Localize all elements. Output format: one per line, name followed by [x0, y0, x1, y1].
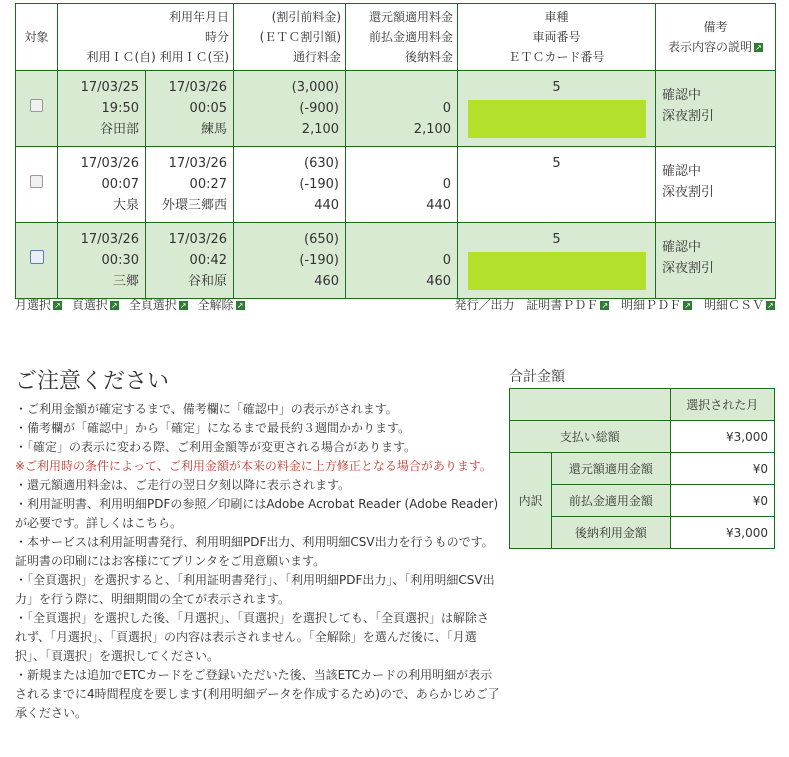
- header-fee: [234, 4, 346, 71]
- notice-item: ・新規または追加でETCカードをご登録いただいた後、当該ETCカードの利用明細が表示されるまでに4時間程度を要します(利用明細データを作成するため)ので、あらかじめご了承ください。: [15, 668, 500, 720]
- header-refund-line2: 前払金適用料金: [369, 30, 454, 44]
- header-date-line1: 利用年月日: [169, 10, 230, 24]
- detail-pdf-link[interactable]: [621, 298, 692, 312]
- deferred-value: ¥3,000: [670, 517, 774, 549]
- date-to: 17/03/26: [168, 156, 228, 171]
- total-header-row: [510, 389, 775, 421]
- selected-month-header: 選択された月: [670, 389, 774, 421]
- header-vehicle-line3: ＥＴＣカード番号: [508, 50, 605, 64]
- etc-discount: (-190): [299, 177, 340, 192]
- external-link-icon: ↗: [601, 301, 609, 310]
- external-link-icon: ↗: [755, 43, 762, 52]
- from-cell: [58, 147, 146, 223]
- vehicle-cell: [458, 147, 656, 223]
- header-refund: [346, 4, 458, 71]
- discount-type: 深夜割引: [662, 109, 715, 124]
- breakdown-label: 内訳: [510, 453, 552, 549]
- fee-before-discount: (630): [304, 156, 340, 171]
- output-links: [454, 297, 775, 313]
- detail-pdf-label: 明細ＰＤＦ: [621, 298, 682, 312]
- select-month-label: 月選択: [15, 298, 52, 312]
- table-row: [16, 147, 776, 223]
- total-header-blank: [510, 389, 671, 421]
- card-number-redaction: [468, 100, 646, 138]
- total-table: [509, 388, 775, 549]
- refund-fee: 0: [442, 253, 452, 268]
- fee-cell: [234, 147, 346, 223]
- remarks-help-link-label: 表示内容の説明: [668, 40, 753, 54]
- notice-title: ご注意ください: [15, 369, 170, 394]
- to-cell: [146, 223, 234, 299]
- time-from: 00:07: [101, 177, 139, 192]
- date-from: 17/03/26: [80, 232, 139, 247]
- usage-table: [15, 3, 776, 299]
- row-checkbox[interactable]: [30, 250, 44, 264]
- clear-all-link[interactable]: [198, 298, 245, 312]
- etc-discount: (-900): [299, 101, 340, 116]
- notice-list: [15, 400, 500, 723]
- status-text: 確認中: [662, 88, 702, 103]
- to-cell: [146, 71, 234, 147]
- notice-item: ・還元額適用料金は、ご走行の翌日夕刻以降に表示されます。: [15, 478, 351, 492]
- time-to: 00:42: [189, 253, 228, 268]
- total-title: 合計金額: [509, 369, 565, 385]
- refund-label: 還元額適用金額: [552, 453, 670, 485]
- header-date: [58, 4, 234, 71]
- row-select-cell: [16, 223, 58, 299]
- fee-before-discount: (650): [304, 232, 340, 247]
- select-page-link[interactable]: [72, 298, 119, 312]
- certificate-pdf-link[interactable]: [526, 298, 609, 312]
- fee-cell: [234, 71, 346, 147]
- refund-fee: 0: [442, 177, 452, 192]
- ic-to: 谷和原: [188, 274, 228, 289]
- remarks-cell: [656, 147, 776, 223]
- remarks-cell: [656, 71, 776, 147]
- header-ic-from: 利用ＩＣ(自): [86, 50, 156, 64]
- detail-csv-link[interactable]: [704, 298, 775, 312]
- refund-row: [510, 453, 775, 485]
- etc-discount: (-190): [299, 253, 340, 268]
- deferred-fee: 460: [426, 274, 452, 289]
- notice-item: ・本サービスは利用証明書発行、利用明細PDF出力、利用明細CSV出力を行うものです。証明書の印刷にはお客様にてプリンタをご用意願います。: [15, 535, 494, 568]
- external-link-icon: ↗: [236, 301, 244, 310]
- select-page-label: 頁選択: [71, 298, 108, 312]
- total-label: 支払い総額: [510, 421, 671, 453]
- row-select-cell: [16, 147, 58, 223]
- header-vehicle-line2: 車両番号: [532, 30, 581, 44]
- external-link-icon: ↗: [54, 301, 61, 310]
- header-vehicle-line1: 車種: [544, 10, 569, 24]
- certificate-pdf-label: 証明書ＰＤＦ: [526, 298, 599, 312]
- header-fee-line1: (割引前料金): [271, 10, 342, 24]
- discount-type: 深夜割引: [662, 261, 715, 276]
- notice-warning: ※ご利用時の条件によって、ご利用金額が本来の料金に上方修正となる場合があります。: [15, 459, 492, 473]
- ic-from: 大泉: [112, 198, 139, 213]
- deferred-fee: 2,100: [413, 122, 452, 137]
- external-link-icon: ↗: [767, 301, 774, 310]
- ic-to: 練馬: [201, 122, 228, 137]
- notice-item: ・「確定」の表示に変わる際、ご利用金額等が変更される場合があります。: [15, 440, 417, 454]
- toll-fee: 2,100: [301, 122, 340, 137]
- time-to: 00:05: [189, 101, 228, 116]
- header-row: [16, 4, 776, 71]
- vehicle-cell: [458, 223, 656, 299]
- header-fee-line3: 通行料金: [293, 50, 342, 64]
- header-date-line2: 時分: [205, 30, 230, 44]
- refund-cell: [346, 147, 458, 223]
- refund-fee: 0: [442, 101, 452, 116]
- date-from: 17/03/26: [80, 156, 139, 171]
- deferred-label: 後納利用金額: [552, 517, 670, 549]
- select-all-pages-link[interactable]: [129, 298, 188, 312]
- fee-cell: [234, 223, 346, 299]
- toll-fee: 440: [314, 198, 340, 213]
- notice-item: ・「全頁選択」を選択した後、「月選択」、「頁選択」を選択しても、「全頁選択」は解除されず、「月選択」、「頁選択」の内容は表示されません。「全解除」を選んだ後に、「月選択」、「頁選択」を選択してください。: [15, 611, 490, 663]
- notice-item: ・「全頁選択」を選択すると、「利用証明書発行」、「利用明細PDF出力」、「利用明細CSV出力」を行う際に、明細期間の全てが表示されます。: [15, 573, 495, 606]
- ic-from: 谷田部: [99, 122, 139, 137]
- vehicle-type: 5: [552, 232, 561, 247]
- selection-links: [15, 297, 251, 313]
- table-row: [16, 71, 776, 147]
- ic-from: 三郷: [112, 274, 139, 289]
- date-to: 17/03/26: [168, 232, 228, 247]
- status-text: 確認中: [662, 164, 702, 179]
- toll-fee: 460: [314, 274, 340, 289]
- header-fee-line2: (ＥＴＣ割引額): [259, 30, 342, 44]
- detail-csv-label: 明細ＣＳＶ: [703, 298, 764, 312]
- notice-item: ・ご利用金額が確定するまで、備考欄に「確認中」の表示がされます。: [15, 402, 398, 416]
- prepaid-value: ¥0: [670, 485, 774, 517]
- refund-cell: [346, 223, 458, 299]
- external-link-icon: ↗: [111, 301, 118, 310]
- notice-item: ・備考欄が「確認中」から「確定」になるまで最長約３週間かかります。: [15, 421, 411, 435]
- header-ic-to: 利用ＩＣ(至): [159, 50, 230, 64]
- row-checkbox[interactable]: [30, 175, 43, 188]
- row-select-cell: [16, 71, 58, 147]
- date-to: 17/03/26: [168, 80, 228, 95]
- select-month-link[interactable]: [15, 298, 62, 312]
- header-refund-line3: 後納料金: [405, 50, 454, 64]
- deferred-fee: 440: [426, 198, 452, 213]
- discount-type: 深夜割引: [662, 185, 715, 200]
- external-link-icon: ↗: [684, 301, 691, 310]
- external-link-icon: ↗: [179, 301, 187, 310]
- to-cell: [146, 147, 234, 223]
- fee-before-discount: (3,000): [291, 80, 340, 95]
- refund-cell: [346, 71, 458, 147]
- vehicle-cell: [458, 71, 656, 147]
- from-cell: [58, 223, 146, 299]
- row-checkbox[interactable]: [30, 99, 43, 112]
- time-to: 00:27: [189, 177, 228, 192]
- card-number-redaction: [468, 252, 646, 290]
- from-cell: [58, 71, 146, 147]
- remarks-help-link[interactable]: [660, 37, 771, 57]
- notice-item: ・利用証明書、利用明細PDFの参照／印刷にはAdobe Acrobat Reader (Adobe Reader) が必要です。詳しくはこちら。: [15, 497, 499, 530]
- time-from: 00:30: [101, 253, 139, 268]
- header-remarks-line1: 備考: [703, 20, 728, 34]
- select-all-pages-label: 全頁選択: [128, 298, 177, 312]
- total-value: ¥3,000: [670, 421, 774, 453]
- date-from: 17/03/25: [80, 80, 139, 95]
- remarks-cell: [656, 223, 776, 299]
- refund-value: ¥0: [670, 453, 774, 485]
- total-row: [510, 421, 775, 453]
- prepaid-label: 前払金適用金額: [552, 485, 670, 517]
- output-label: 発行／出力: [454, 298, 515, 312]
- vehicle-type: 5: [552, 80, 561, 95]
- ic-to: 外環三郷西: [162, 198, 228, 213]
- header-refund-line1: 還元額適用料金: [369, 10, 454, 24]
- vehicle-type: 5: [552, 156, 561, 171]
- time-from: 19:50: [101, 101, 139, 116]
- header-remarks: [656, 4, 776, 71]
- clear-all-label: 全解除: [197, 298, 234, 312]
- table-row: [16, 223, 776, 299]
- header-target: 対象: [16, 4, 58, 71]
- header-vehicle: [458, 4, 656, 71]
- status-text: 確認中: [662, 240, 702, 255]
